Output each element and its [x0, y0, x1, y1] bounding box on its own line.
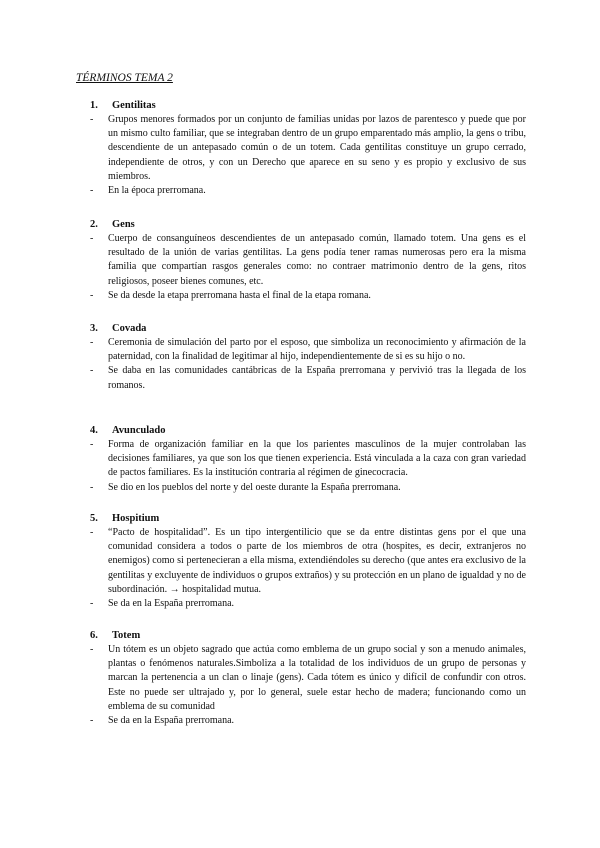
item-text: Ceremonia de simulación del parto por el esposo, que simboliza un reconocimiento y afirmación de la paternidad, con la finalidad de legitimar al hijo, independientemente de si es su hijo o no.: [108, 337, 526, 363]
item-text: Se da desde la etapa prerromana hasta el final de la etapa romana.: [108, 289, 371, 301]
list-item: [90, 184, 526, 198]
section-heading: [90, 323, 526, 334]
list-item: [90, 714, 526, 728]
section-title: Avunculado: [112, 425, 166, 436]
bullet-dash: -: [90, 644, 94, 655]
item-text: En la época prerromana.: [108, 185, 206, 197]
section-avunculado: [90, 425, 526, 495]
list-item: [90, 643, 526, 714]
list-item: [90, 597, 526, 611]
section-totem: [90, 630, 526, 728]
section-number: 5.: [90, 513, 98, 524]
document-title: TÉRMINOS TEMA 2: [76, 72, 173, 84]
list-item: [90, 232, 526, 289]
section-number: 2.: [90, 219, 98, 230]
section-covada: [90, 323, 526, 393]
section-gens: [90, 219, 526, 303]
section-title: Totem: [112, 630, 141, 641]
bullet-dash: -: [90, 114, 94, 125]
item-text: Forma de organización familiar en la que los parientes masculinos de la mujer controlaban las decisiones familiares, ya que son los que tienen experiencia. Está vinculada a la caza con gran variedad de pactos familiares. Es la institución contraria al régimen de ginecocracia.: [108, 439, 526, 479]
definition-list: [90, 232, 526, 303]
list-item: [90, 481, 526, 495]
section-number: 3.: [90, 323, 98, 334]
bullet-dash: -: [90, 365, 94, 377]
item-text: Grupos menores formados por un conjunto de familias unidas por lazos de parentesco y puede que por un mismo culto familiar, que se integraban dentro de un grupo emparentado más amplio, la gens o tribu, descendiente de un antepasado común o de un totem. Cada gentilitas constituye un grupo cerrado, independiente de otros, y con un Derecho que aparece en su seno y es propio y exclusivo de sus miembros.: [108, 114, 526, 182]
bullet-dash: -: [90, 233, 94, 244]
section-heading: [90, 100, 526, 111]
item-text: “Pacto de hospitalidad”. Es un tipo intergentilicio que se da entre distintas gens por el que una comunidad considera a todos o parte de los miembros de otra (hospites, es decir, extranjeros no enemigos) como si pertenecieran a ella misma, extendiéndoles su derecho (que antes era exclusivo de la gentilitas y excluyente de individuos o grupos extraños) y su protección en un plano de igualdad y no de subordinación. → hospitalidad mutua.: [108, 527, 526, 595]
definition-list: [90, 336, 526, 393]
definition-list: [90, 643, 526, 728]
section-number: 4.: [90, 425, 98, 436]
section-number: 6.: [90, 630, 98, 641]
bullet-dash: -: [90, 715, 94, 727]
item-text: Se da en la España prerromana.: [108, 715, 235, 727]
bullet-dash: -: [90, 185, 94, 197]
section-heading: [90, 630, 526, 641]
section-heading: [90, 425, 526, 436]
bullet-dash: -: [90, 527, 94, 538]
bullet-dash: -: [90, 598, 94, 610]
definition-list: [90, 438, 526, 495]
item-text: Se dio en los pueblos del norte y del oeste durante la España prerromana.: [108, 481, 401, 493]
section-heading: [90, 513, 526, 524]
list-item: [90, 526, 526, 597]
section-gentilitas: [90, 100, 526, 198]
section-title: Gens: [112, 219, 135, 230]
bullet-dash: -: [90, 337, 94, 348]
section-title: Hospitium: [112, 513, 160, 524]
section-hospitium: [90, 513, 526, 611]
bullet-dash: -: [90, 481, 94, 493]
item-text: Se daba en las comunidades cantábricas de la España prerromana y pervivió tras la llegada de los romanos.: [108, 365, 526, 391]
definition-list: [90, 526, 526, 611]
item-text: Un tótem es un objeto sagrado que actúa como emblema de un grupo social y son a menudo animales, plantas o fenómenos naturales.Simboliza a la totalidad de los individuos de un grupo de personas y marcan la pertenencia a un clan o linaje (gens). Cada tótem es único y difícil de confundir con otros. Este no puede ser ultrajado y, por lo general, suele estar hecho de madera; funcionando como un emblema de su comunidad: [108, 644, 526, 712]
list-item: [90, 336, 526, 364]
section-heading: [90, 219, 526, 230]
item-text: Cuerpo de consanguíneos descendientes de un antepasado común, llamado totem. Una gens es el resultado de la unión de varias gentilitas. La gens podía tener ramas numerosas pero era la misma familia que compartían rasgos generales como: no contraer matrimonio dentro de la gens, ritos religiosos, poseer bienes comunes, etc.: [108, 233, 526, 287]
bullet-dash: -: [90, 439, 94, 450]
section-title: Covada: [112, 323, 147, 334]
list-item: [90, 289, 526, 303]
item-text: Se da en la España prerromana.: [108, 598, 235, 610]
list-item: [90, 438, 526, 481]
definition-list: [90, 113, 526, 198]
list-item: [90, 113, 526, 184]
list-item: [90, 364, 526, 392]
bullet-dash: -: [90, 289, 94, 301]
section-number: 1.: [90, 100, 98, 111]
section-title: Gentilitas: [112, 100, 156, 111]
